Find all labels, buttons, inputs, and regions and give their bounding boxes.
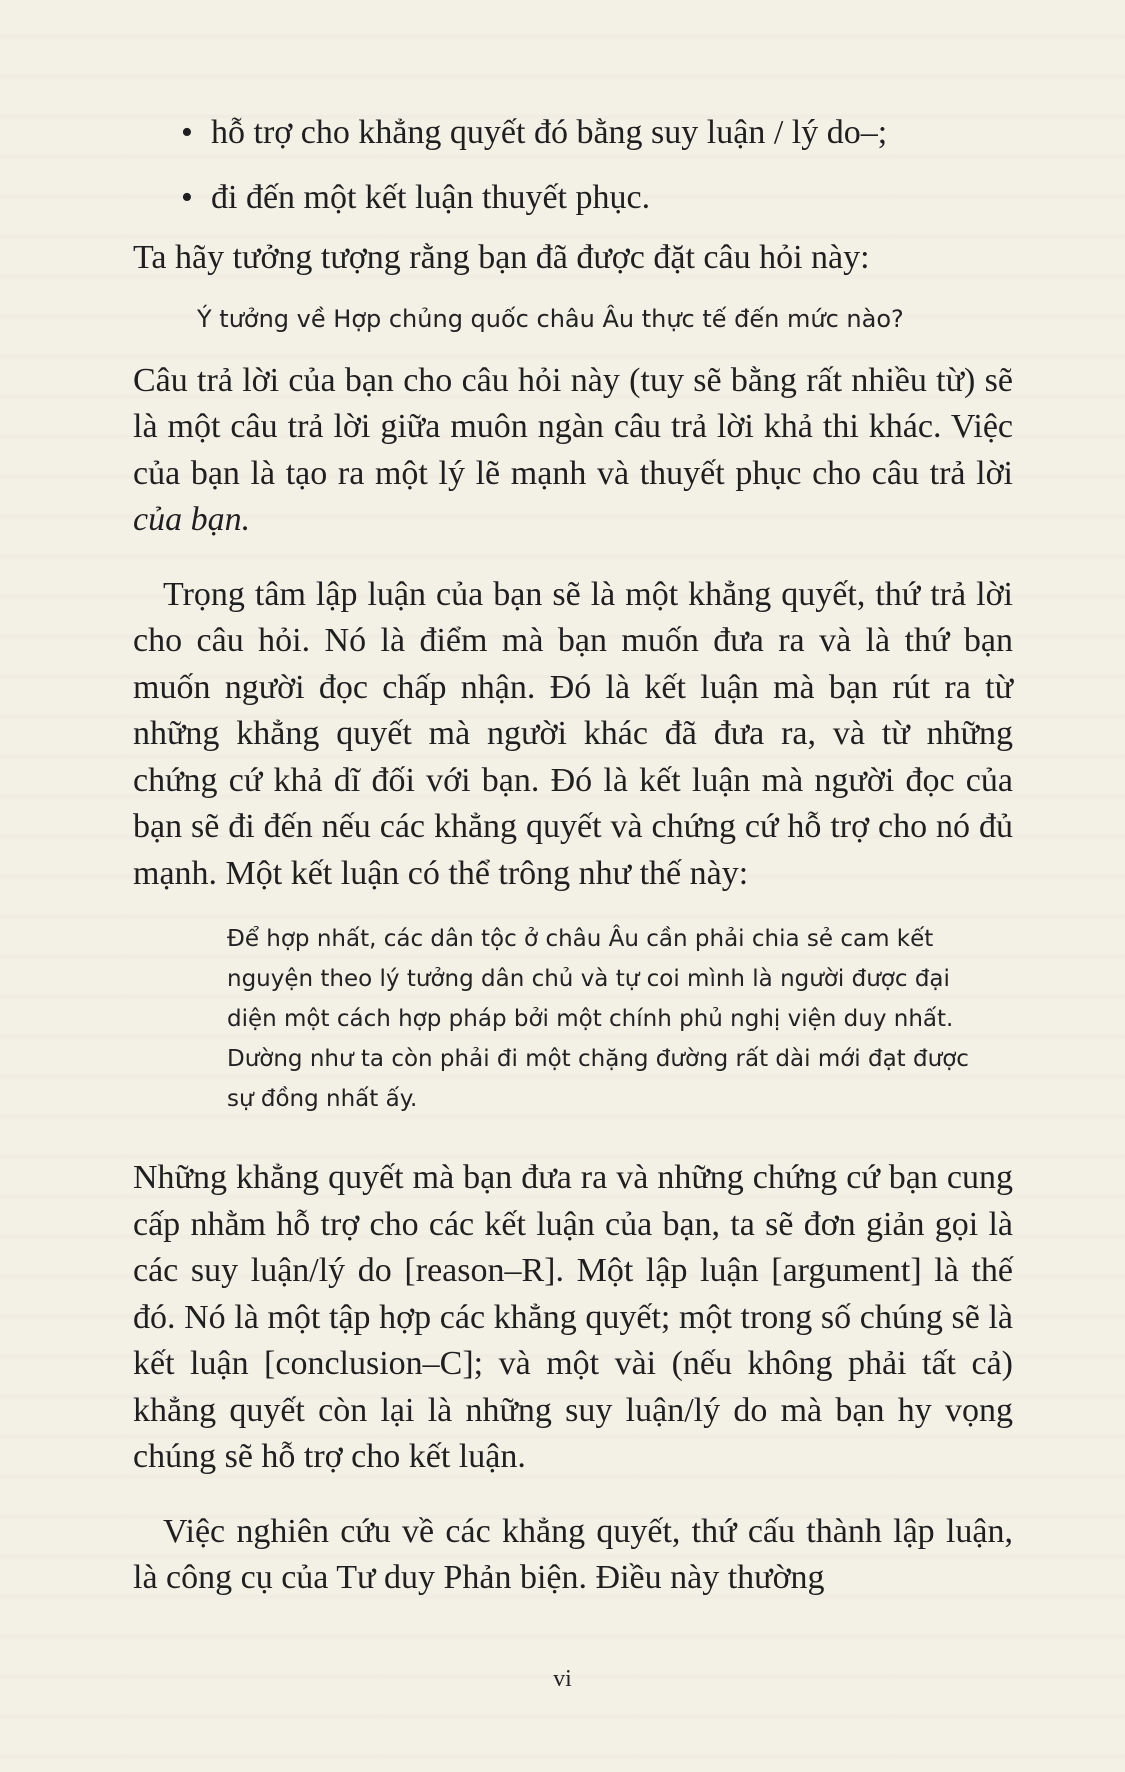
bullet-text: hỗ trợ cho khẳng quyết đó bằng suy luận / lý do–; xyxy=(211,114,888,151)
bullet-icon: • xyxy=(181,114,193,151)
conclusion-quote: Để hợp nhất, các dân tộc ở châu Âu cần phải chia sẻ cam kết nguyện theo lý tưởng dân chủ và tự coi mình là người được đại diện một cách hợp pháp bởi một chính phủ nghị viện duy nhất. Dường như ta còn phải đi một chặng đường rất dài mới đạt được sự đồng nhất ấy. xyxy=(227,926,969,1112)
question-quote: Ý tưởng về Hợp chủng quốc châu Âu thực tế đến mức nào? xyxy=(197,304,904,333)
reasons-paragraph: Những khẳng quyết mà bạn đưa ra và những chứng cứ bạn cung cấp nhằm hỗ trợ cho các kết luận của bạn, ta sẽ đơn giản gọi là các suy luận/lý do [reason–R]. Một lập luận [argument] là thế đó. Nó là một tập hợp các khẳng quyết; một trong số chúng sẽ là kết luận [conclusion–C]; và một vài (nếu không phải tất cả) khẳng quyết còn lại là những suy luận/lý do mà bạn hy vọng chúng sẽ hỗ trợ cho kết luận. xyxy=(133,1159,1013,1475)
answer-emphasis: của bạn. xyxy=(133,501,251,538)
page-content xyxy=(133,110,1013,1602)
answer-paragraph xyxy=(133,358,1013,544)
bullet-item xyxy=(133,175,1013,222)
answer-text: Câu trả lời của bạn cho câu hỏi này (tuy sẽ bằng rất nhiều từ) sẽ là một câu trả lời giữa muôn ngàn câu trả lời khả thi khác. Việc của bạn là tạo ra một lý lẽ mạnh và thuyết phục cho câu trả lời xyxy=(133,361,1013,492)
bullet-item xyxy=(133,110,1013,157)
bullet-text: đi đến một kết luận thuyết phục. xyxy=(211,178,651,216)
page-number: vi xyxy=(553,1666,572,1692)
final-paragraph: Việc nghiên cứu về các khẳng quyết, thứ cấu thành lập luận, là công cụ của Tư duy Phản biện. Điều này thường xyxy=(133,1512,1013,1596)
core-paragraph: Trọng tâm lập luận của bạn sẽ là một khẳng quyết, thứ trả lời cho câu hỏi. Nó là điểm mà bạn muốn đưa ra và là thứ bạn muốn người đọc chấp nhận. Đó là kết luận mà bạn rút ra từ những khẳng quyết mà người khác đã đưa ra, và từ những chứng cứ khả dĩ đối với bạn. Đó là kết luận mà người đọc của bạn sẽ đi đến nếu các khẳng quyết và chứng cứ hỗ trợ cho nó đủ mạnh. Một kết luận có thể trông như thế này: xyxy=(133,575,1013,892)
intro-paragraph: Ta hãy tưởng tượng rằng bạn đã được đặt câu hỏi này: xyxy=(133,239,870,276)
bullet-icon: • xyxy=(181,178,193,216)
